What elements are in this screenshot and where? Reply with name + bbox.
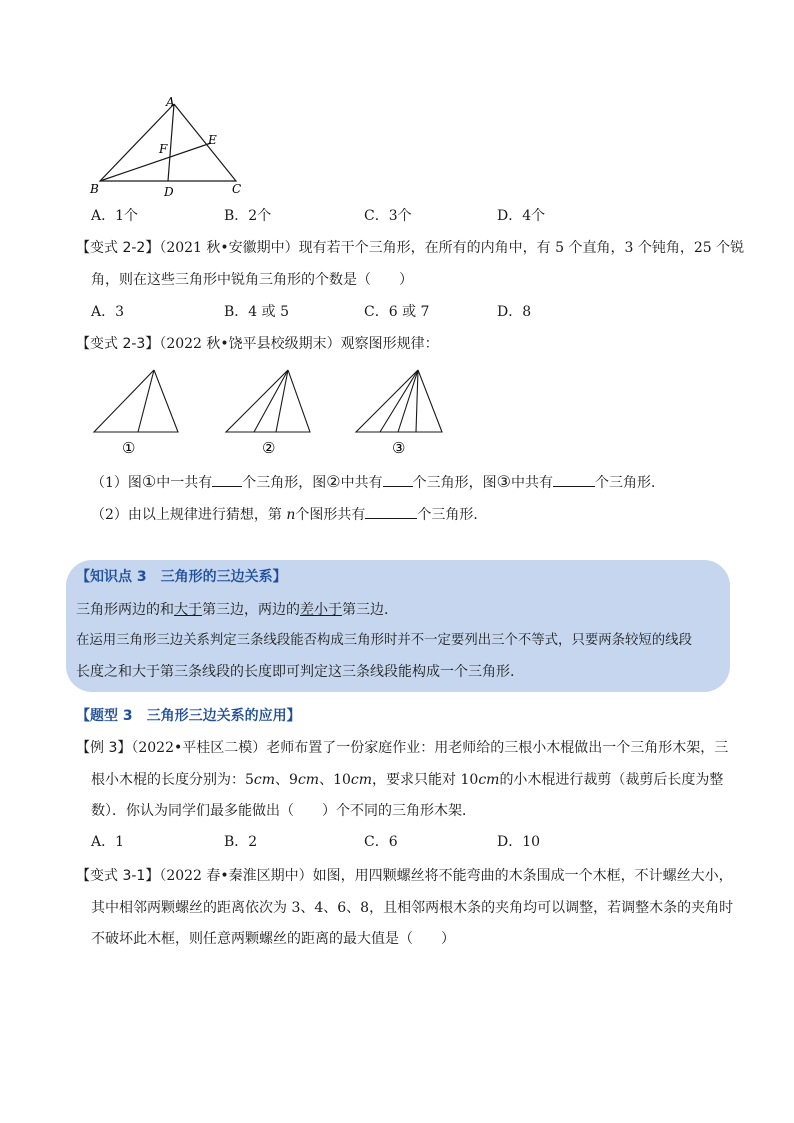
option-d: D．4个 [497,208,546,224]
option-d: D．10 [497,834,541,850]
knowledge-point-title: 【知识点 3 三角形的三边关系】 [76,569,287,585]
variant-2-3-line1: 【变式 2-3】（2022 秋•饶平县校级期末）观察图形规律： [76,336,439,352]
example-3-line2: 根小木棍的长度分别为：5cm、9cm、10cm，要求只能对 10cm的小木棍进行裁剪（裁剪后长度为整 [91,772,724,788]
variant-tag: 【变式 2-2】 [76,240,160,256]
option-c: C．6 或 7 [364,304,430,320]
label-d: D [164,185,174,199]
knowledge-point-line2: 在运用三角形三边关系判定三条线段能否构成三角形时并不一定要列出三个不等式，只要两条较短的线段 [76,633,692,648]
figure-label-3: ③ [392,439,406,457]
variant-3-1-line1: 【变式 3-1】（2022 春•秦淮区期中）如图，用四颗螺丝将不能弯曲的木条围成一个木框，不计螺丝大小， [76,868,733,884]
option-c: C．3个 [364,208,412,224]
example-3-line3: 数）．你认为同学们最多能做出（ ）个不同的三角形木架． [91,803,476,819]
answer-blank[interactable] [365,504,417,519]
option-b: B．2 [224,834,258,850]
knowledge-point-line1: 三角形两边的和大于第三边，两边的差小于第三边. [76,602,389,618]
option-a: A．1个 [91,208,139,224]
answer-blank[interactable] [553,472,595,487]
label-f: F [159,142,168,156]
variant-tag: 【变式 2-3】 [76,336,160,352]
example-tag: 【例 3】 [76,740,132,756]
label-c: C [232,182,242,196]
option-b: B．4 或 5 [224,304,290,320]
answer-blank[interactable] [383,472,413,487]
label-a: A [166,95,175,109]
variant-tag: 【变式 3-1】 [76,868,160,884]
knowledge-point-line3: 长度之和大于第三条线段的长度即可判定这三条线段能构成一个三角形. [76,664,515,680]
option-c: C．6 [364,834,398,850]
option-a: A．1 [91,834,125,850]
variant-3-1-line3: 不破坏此木框，则任意两颗螺丝的距离的最大值是（ ） [91,931,455,947]
variant-2-3-question-2: （2）由以上规律进行猜想，第 n个图形共有 个三角形． [91,504,487,525]
label-e: E [208,133,217,147]
example-3-line1: 【例 3】（2022•平桂区二模）老师布置了一份家庭作业：用老师给的三根小木棍做出一个三角形木架，三 [76,740,729,756]
triangle-figure-abc [84,92,254,202]
figure-label-2: ② [262,439,276,457]
answer-blank[interactable] [212,472,242,487]
option-d: D．8 [497,304,532,320]
topic-heading: 【题型 3 三角形三边关系的应用】 [76,708,301,724]
figure-label-1: ① [122,439,136,457]
variant-2-2-line1: 【变式 2-2】（2021 秋•安徽期中）现有若干个三角形，在所有的内角中，有 5 个直角，3 个钝角，25 个锐 [76,240,745,256]
option-a: A．3 [91,304,125,320]
variant-3-1-line2: 其中相邻两颗螺丝的距离依次为 3、4、6、8，且相邻两根木条的夹角均可以调整，若调整木条的夹角时 [91,900,734,916]
variant-2-2-line2: 角，则在这些三角形中锐角三角形的个数是（ ） [91,272,413,288]
option-b: B．2个 [224,208,272,224]
pattern-figures [84,364,454,464]
label-b: B [90,182,99,196]
variant-2-3-question-1: （1）图①中一共有 个三角形，图②中共有 个三角形，图③中共有 个三角形． [91,472,665,491]
